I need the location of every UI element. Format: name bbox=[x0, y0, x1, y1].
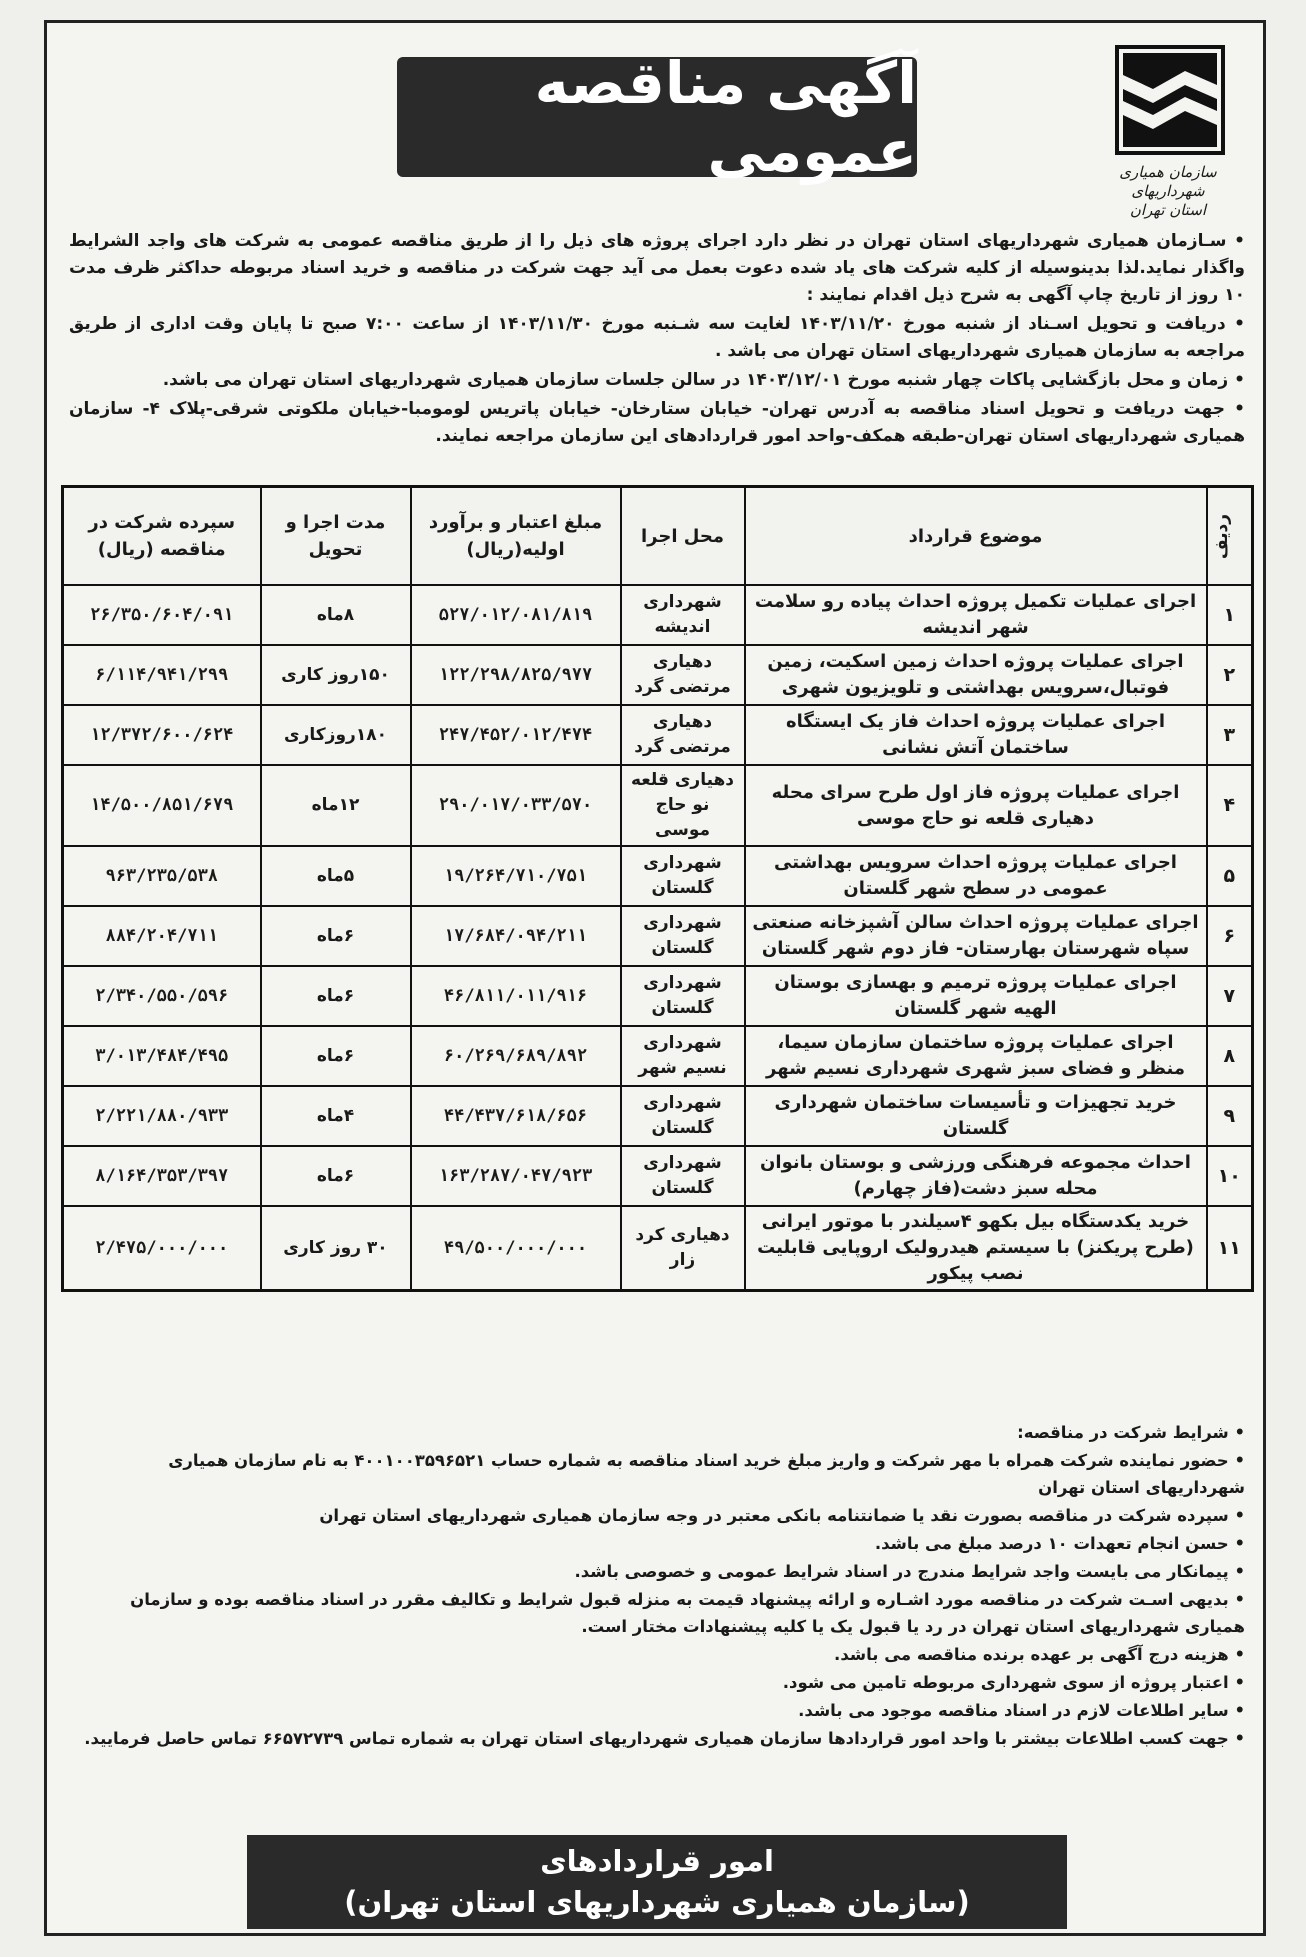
conditions-heading: • شرایط شرکت در مناقصه: bbox=[1017, 1423, 1245, 1442]
row-number: ۱۱ bbox=[1207, 1206, 1253, 1291]
header bbox=[47, 23, 1263, 223]
row-deposit: ۶/۱۱۴/۹۴۱/۲۹۹ bbox=[63, 645, 261, 705]
header-subject: موضوع قرارداد bbox=[745, 487, 1207, 586]
row-amount: ۴۹/۵۰۰/۰۰۰/۰۰۰ bbox=[411, 1206, 621, 1291]
row-deposit: ۸/۱۶۴/۳۵۳/۳۹۷ bbox=[63, 1146, 261, 1206]
header-row-number: ردیف bbox=[1207, 487, 1253, 586]
row-location: شهرداری اندیشه bbox=[621, 585, 745, 645]
row-number: ۹ bbox=[1207, 1086, 1253, 1146]
row-duration: ۶ماه bbox=[261, 1146, 411, 1206]
table-row bbox=[63, 906, 1253, 966]
conditions-section bbox=[69, 1419, 1245, 1753]
row-number: ۳ bbox=[1207, 705, 1253, 765]
footer-line2: (سازمان همیاری شهرداریهای استان تهران) bbox=[344, 1885, 970, 1919]
row-location: شهرداری گلستان bbox=[621, 1146, 745, 1206]
title-banner bbox=[397, 49, 917, 185]
row-subject: اجرای عملیات پروژه احداث زمین اسکیت، زمین فوتبال،سرویس بهداشتی و تلویزیون شهری bbox=[745, 645, 1207, 705]
row-duration: ۱۵۰روز کاری bbox=[261, 645, 411, 705]
header-location: محل اجرا bbox=[621, 487, 745, 586]
table-row bbox=[63, 705, 1253, 765]
row-location: شهرداری گلستان bbox=[621, 966, 745, 1026]
intro-paragraph: • جهت دریافت و تحویل اسناد مناقصه به آدرس تهران- خیابان ستارخان- خیابان پاتریس لومومبا-خیابان ملکوتی شرقی-پلاک ۴- سازمان همیاری شهرداریهای استان تهران-طبقه همکف-واحد امور قراردادهای این سازمان مراجعه نمایند. bbox=[69, 399, 1245, 446]
row-amount: ۶۰/۲۶۹/۶۸۹/۸۹۲ bbox=[411, 1026, 621, 1086]
row-location: شهرداری گلستان bbox=[621, 846, 745, 906]
row-subject: اجرای عملیات پروژه ترمیم و بهسازی بوستان الهیه شهر گلستان bbox=[745, 966, 1207, 1026]
row-subject: خرید تجهیزات و تأسیسات ساختمان شهرداری گلستان bbox=[745, 1086, 1207, 1146]
intro-paragraph: • سـازمان همیاری شهرداریهای استان تهران در نظر دارد اجرای پروژه های ذیل را از طریق مناقصه عمومی به شرکت های واجد الشرایط واگذار نماید.لذا بدینوسیله از کلیه شرکت های یاد شده دعوت بعمل می آید جهت شرکت در مناقصه و خرید اسناد مربوطه حداکثر ظرف مدت ۱۰ روز از تاریخ چاپ آگهی به شرح ذیل اقدام نمایند : bbox=[69, 231, 1245, 305]
condition-item: • جهت کسب اطلاعات بیشتر با واحد امور قراردادها سازمان همیاری شهرداریهای استان تهران به شماره تماس ۶۶۵۷۲۷۳۹ تماس حاصل فرمایید. bbox=[84, 1729, 1245, 1748]
condition-item: • بدیهی اسـت شرکت در مناقصه مورد اشـاره و ارائه پیشنهاد قیمت به منزله قبول شرایط و تکالیف مقرر در اسناد مناقصه بوده و سازمان همیاری شهرداریهای استان تهران در رد یا قبول یک یا کلیه پیشنهادات مختار است. bbox=[130, 1590, 1245, 1636]
table-row bbox=[63, 1206, 1253, 1291]
row-subject: خرید یکدستگاه بیل بکهو ۴سیلندر با موتور ایرانی (طرح پریکنز) با سیستم هیدرولیک اروپایی قابلیت نصب پیکور bbox=[745, 1206, 1207, 1291]
row-location: دهیاری قلعه نو حاج موسی bbox=[621, 765, 745, 846]
row-number: ۷ bbox=[1207, 966, 1253, 1026]
row-duration: ۵ماه bbox=[261, 846, 411, 906]
row-duration: ۳۰ روز کاری bbox=[261, 1206, 411, 1291]
announcement-frame bbox=[44, 20, 1266, 1936]
row-duration: ۱۸۰روزکاری bbox=[261, 705, 411, 765]
row-deposit: ۱۴/۵۰۰/۸۵۱/۶۷۹ bbox=[63, 765, 261, 846]
header-deposit: سپرده شرکت در مناقصه (ریال) bbox=[63, 487, 261, 586]
intro-paragraph: • دریافت و تحویل اسـناد از شنبه مورخ ۱۴۰۳/۱۱/۲۰ لغایت سه شـنبه مورخ ۱۴۰۳/۱۱/۳۰ از ساعت ۷:۰۰ صبح تا پایان وقت اداری از طریق مراجعه به سازمان همیاری شهرداریهای استان تهران می باشد . bbox=[69, 314, 1245, 361]
row-deposit: ۲۶/۳۵۰/۶۰۴/۰۹۱ bbox=[63, 585, 261, 645]
table-row bbox=[63, 1026, 1253, 1086]
row-subject: اجرای عملیات پروژه ساختمان سازمان سیما، منظر و فضای سبز شهری شهرداری نسیم شهر bbox=[745, 1026, 1207, 1086]
row-deposit: ۳/۰۱۳/۴۸۴/۴۹۵ bbox=[63, 1026, 261, 1086]
row-deposit: ۱۲/۳۷۲/۶۰۰/۶۲۴ bbox=[63, 705, 261, 765]
table-row bbox=[63, 1086, 1253, 1146]
row-location: شهرداری نسیم شهر bbox=[621, 1026, 745, 1086]
table-header-row bbox=[63, 487, 1253, 586]
condition-item: • هزینه درج آگهی بر عهده برنده مناقصه می باشد. bbox=[834, 1645, 1245, 1664]
row-number: ۴ bbox=[1207, 765, 1253, 846]
row-deposit: ۲/۳۴۰/۵۵۰/۵۹۶ bbox=[63, 966, 261, 1026]
row-amount: ۱۲۲/۲۹۸/۸۲۵/۹۷۷ bbox=[411, 645, 621, 705]
table-row bbox=[63, 846, 1253, 906]
logo-caption-line1: سازمان همیاری شهرداریهای bbox=[1119, 163, 1217, 200]
row-number: ۵ bbox=[1207, 846, 1253, 906]
row-location: شهرداری گلستان bbox=[621, 906, 745, 966]
row-number: ۱۰ bbox=[1207, 1146, 1253, 1206]
row-amount: ۴۶/۸۱۱/۰۱۱/۹۱۶ bbox=[411, 966, 621, 1026]
table-row bbox=[63, 645, 1253, 705]
row-number: ۶ bbox=[1207, 906, 1253, 966]
row-location: دهیاری مرتضی گرد bbox=[621, 645, 745, 705]
row-number: ۲ bbox=[1207, 645, 1253, 705]
row-number: ۸ bbox=[1207, 1026, 1253, 1086]
organization-logo bbox=[1093, 45, 1243, 219]
row-duration: ۶ماه bbox=[261, 966, 411, 1026]
page-title: آگهی مناقصه عمومی bbox=[534, 49, 917, 185]
row-duration: ۱۲ماه bbox=[261, 765, 411, 846]
condition-item: • حسن انجام تعهدات ۱۰ درصد مبلغ می باشد. bbox=[874, 1534, 1245, 1553]
header-duration: مدت اجرا و تحویل bbox=[261, 487, 411, 586]
row-deposit: ۹۶۳/۲۳۵/۵۳۸ bbox=[63, 846, 261, 906]
header-amount: مبلغ اعتبار و برآورد اولیه(ریال) bbox=[411, 487, 621, 586]
condition-item: • پیمانکار می بایست واجد شرایط مندرج در اسناد شرایط عمومی و خصوصی باشد. bbox=[574, 1562, 1245, 1581]
row-location: دهیاری کرد زار bbox=[621, 1206, 745, 1291]
row-subject: اجرای عملیات پروژه احداث سرویس بهداشتی عمومی در سطح شهر گلستان bbox=[745, 846, 1207, 906]
row-amount: ۱۷/۶۸۴/۰۹۴/۲۱۱ bbox=[411, 906, 621, 966]
logo-mark-icon bbox=[1115, 45, 1225, 155]
row-subject: احداث مجموعه فرهنگی ورزشی و بوستان بانوان محله سبز دشت(فاز چهارم) bbox=[745, 1146, 1207, 1206]
row-subject: اجرای عملیات پروژه فاز اول طرح سرای محله دهیاری قلعه نو حاج موسی bbox=[745, 765, 1207, 846]
table-row bbox=[63, 765, 1253, 846]
tender-table bbox=[61, 485, 1254, 1292]
condition-item: • حضور نماینده شرکت همراه با مهر شرکت و واریز مبلغ خرید اسناد مناقصه به شماره حساب ۴۰۰۱۰۰۳۵۹۶۵۲۱ به نام سازمان همیاری شهرداریهای استان تهران bbox=[168, 1451, 1245, 1497]
row-amount: ۲۹۰/۰۱۷/۰۳۳/۵۷۰ bbox=[411, 765, 621, 846]
row-number: ۱ bbox=[1207, 585, 1253, 645]
intro-section bbox=[69, 228, 1245, 452]
row-duration: ۴ماه bbox=[261, 1086, 411, 1146]
intro-paragraph: • زمان و محل بازگشایی پاکات چهار شنبه مورخ ۱۴۰۳/۱۲/۰۱ در سالن جلسات سازمان همیاری شهرداریهای استان تهران می باشد. bbox=[162, 370, 1245, 390]
row-subject: اجرای عملیات پروژه احداث سالن آشپزخانه صنعتی سپاه شهرستان بهارستان- فاز دوم شهر گلستان bbox=[745, 906, 1207, 966]
row-deposit: ۲/۲۲۱/۸۸۰/۹۳۳ bbox=[63, 1086, 261, 1146]
table-row bbox=[63, 1146, 1253, 1206]
table-row bbox=[63, 966, 1253, 1026]
row-amount: ۴۴/۴۳۷/۶۱۸/۶۵۶ bbox=[411, 1086, 621, 1146]
row-duration: ۶ماه bbox=[261, 1026, 411, 1086]
footer-banner bbox=[247, 1835, 1067, 1929]
row-subject: اجرای عملیات تکمیل پروژه احداث پیاده رو سلامت شهر اندیشه bbox=[745, 585, 1207, 645]
row-duration: ۶ماه bbox=[261, 906, 411, 966]
row-location: شهرداری گلستان bbox=[621, 1086, 745, 1146]
row-amount: ۲۴۷/۴۵۲/۰۱۲/۴۷۴ bbox=[411, 705, 621, 765]
row-duration: ۸ماه bbox=[261, 585, 411, 645]
row-location: دهیاری مرتضی گرد bbox=[621, 705, 745, 765]
table-row bbox=[63, 585, 1253, 645]
row-deposit: ۸۸۴/۲۰۴/۷۱۱ bbox=[63, 906, 261, 966]
row-amount: ۱۹/۲۶۴/۷۱۰/۷۵۱ bbox=[411, 846, 621, 906]
logo-caption-line2: استان تهران bbox=[1129, 201, 1207, 219]
row-amount: ۵۲۷/۰۱۲/۰۸۱/۸۱۹ bbox=[411, 585, 621, 645]
row-subject: اجرای عملیات پروژه احداث فاز یک ایستگاه ساختمان آتش نشانی bbox=[745, 705, 1207, 765]
condition-item: • اعتبار پروژه از سوی شهرداری مربوطه تامین می شود. bbox=[782, 1673, 1245, 1692]
condition-item: • سایر اطلاعات لازم در اسناد مناقصه موجود می باشد. bbox=[798, 1701, 1245, 1720]
row-deposit: ۲/۴۷۵/۰۰۰/۰۰۰ bbox=[63, 1206, 261, 1291]
condition-item: • سپرده شرکت در مناقصه بصورت نقد یا ضمانتنامه بانکی معتبر در وجه سازمان همیاری شهرداریهای استان تهران bbox=[319, 1506, 1245, 1525]
row-amount: ۱۶۳/۲۸۷/۰۴۷/۹۲۳ bbox=[411, 1146, 621, 1206]
footer-line1: امور قراردادهای bbox=[540, 1844, 774, 1878]
